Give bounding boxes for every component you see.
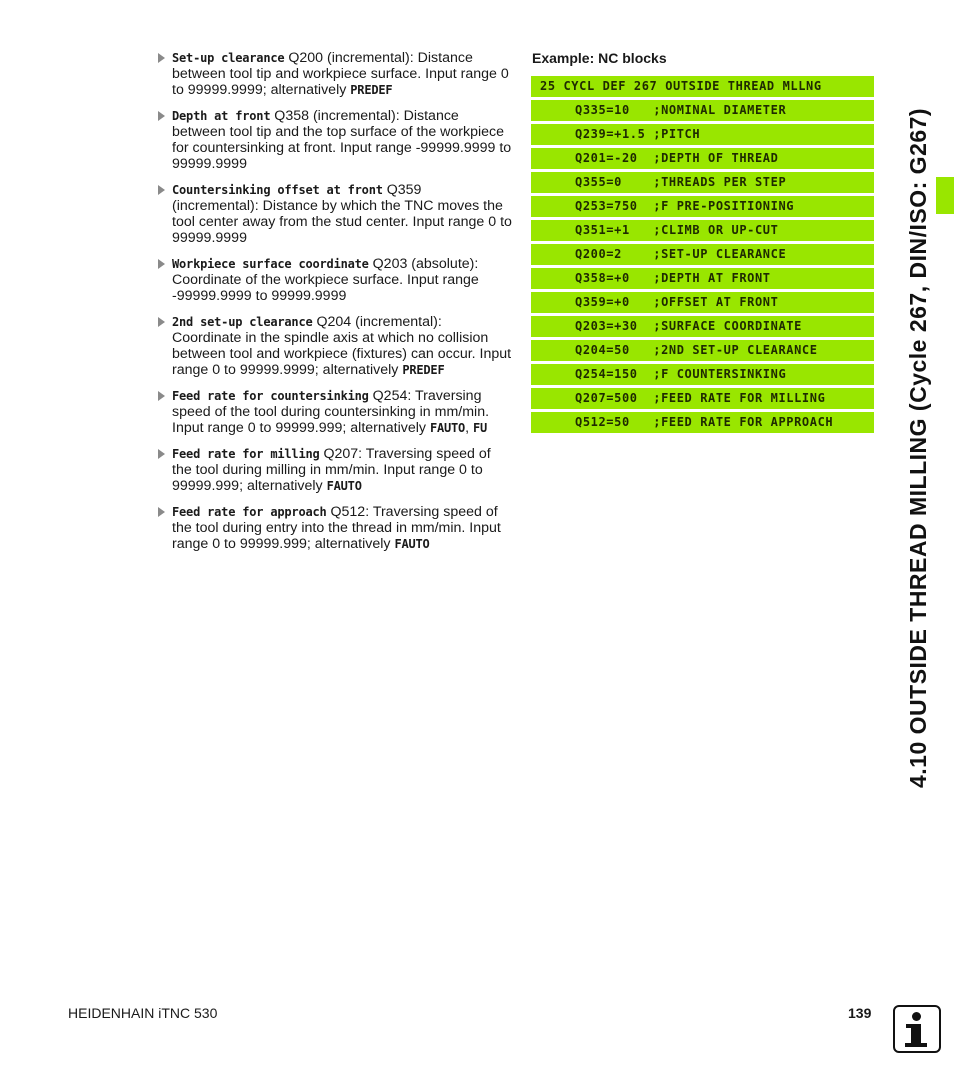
code-term: Feed rate for approach <box>172 505 327 519</box>
triangle-bullet-icon <box>158 53 165 63</box>
parameter-item <box>158 446 512 494</box>
triangle-bullet-icon <box>158 317 165 327</box>
parameter-text: Q207: Traversing speed of the tool during milling in mm/min. Input range 0 to 99999.999; alternatively <box>172 446 491 494</box>
code-term: PREDEF <box>350 83 393 97</box>
parameter-text: Q254: Traversing speed of the tool during countersinking in mm/min. Input range 0 to 99999.999; alternatively <box>172 388 490 436</box>
code-term: 2nd set-up clearance <box>172 315 313 329</box>
parameter-list <box>158 50 512 562</box>
parameter-item <box>158 504 512 552</box>
nc-block-line: Q512=50 ;FEED RATE FOR APPROACH <box>531 412 874 433</box>
triangle-bullet-icon <box>158 391 165 401</box>
code-term: FU <box>472 421 488 435</box>
nc-block-line: 25 CYCL DEF 267 OUTSIDE THREAD MLLNG <box>531 76 874 97</box>
code-term: Countersinking offset at front <box>172 183 383 197</box>
nc-block-line: Q207=500 ;FEED RATE FOR MILLING <box>531 388 874 409</box>
triangle-bullet-icon <box>158 111 165 121</box>
code-term: FAUTO <box>429 421 466 435</box>
parameter-item <box>158 256 512 304</box>
parameter-item <box>158 388 512 436</box>
nc-block-line: Q254=150 ;F COUNTERSINKING <box>531 364 874 385</box>
nc-block-line: Q203=+30 ;SURFACE COORDINATE <box>531 316 874 337</box>
nc-block-line: Q201=-20 ;DEPTH OF THREAD <box>531 148 874 169</box>
parameter-text: Q358 (incremental): Distance between tool tip and the top surface of the workpiece for countersinking at front. Input range -99999.9999 to 99999.9999 <box>172 108 512 172</box>
code-term: PREDEF <box>402 363 445 377</box>
parameter-text: , <box>465 420 473 436</box>
triangle-bullet-icon <box>158 507 165 517</box>
code-term: FAUTO <box>326 479 362 493</box>
parameter-item <box>158 50 512 98</box>
nc-block-line: Q351=+1 ;CLIMB OR UP-CUT <box>531 220 874 241</box>
page-number: 139 <box>848 1005 872 1021</box>
manual-name: HEIDENHAIN iTNC 530 <box>68 1005 218 1021</box>
nc-example <box>531 49 874 436</box>
code-term: Set-up clearance <box>172 51 285 65</box>
chapter-side-title: 4.10 OUTSIDE THREAD MILLING (Cycle 267, DIN/ISO: G267) <box>905 107 931 788</box>
nc-block-line: Q355=0 ;THREADS PER STEP <box>531 172 874 193</box>
triangle-bullet-icon <box>158 449 165 459</box>
nc-block-line: Q239=+1.5 ;PITCH <box>531 124 874 145</box>
nc-block-line: Q253=750 ;F PRE-POSITIONING <box>531 196 874 217</box>
parameter-item <box>158 108 512 172</box>
parameter-text: Q203 (absolute): Coordinate of the workpiece surface. Input range -99999.9999 to 99999.9999 <box>172 256 479 304</box>
parameter-item <box>158 314 512 378</box>
nc-block-line: Q204=50 ;2ND SET-UP CLEARANCE <box>531 340 874 361</box>
nc-block-list <box>531 76 874 433</box>
triangle-bullet-icon <box>158 259 165 269</box>
nc-block-line: Q335=10 ;NOMINAL DIAMETER <box>531 100 874 121</box>
parameter-text: Q200 (incremental): Distance between tool tip and workpiece surface. Input range 0 to 99999.9999; alternatively <box>172 50 509 98</box>
parameter-item <box>158 182 512 246</box>
code-term: Workpiece surface coordinate <box>172 257 369 271</box>
triangle-bullet-icon <box>158 185 165 195</box>
chapter-tab-marker <box>936 177 954 214</box>
example-title: Example: NC blocks <box>532 50 667 66</box>
code-term: Depth at front <box>172 109 271 123</box>
parameter-text: Q204 (incremental): Coordinate in the spindle axis at which no collision between tool and workpiece (fixtures) can occur. Input range 0 to 99999.9999; alternatively <box>172 314 512 378</box>
code-term: FAUTO <box>394 537 430 551</box>
parameter-text: Q512: Traversing speed of the tool during entry into the thread in mm/min. Input range 0 to 99999.999; alternatively <box>172 504 501 552</box>
nc-block-line: Q200=2 ;SET-UP CLEARANCE <box>531 244 874 265</box>
code-term: Feed rate for countersinking <box>172 389 369 403</box>
code-term: Feed rate for milling <box>172 447 320 461</box>
nc-block-line: Q358=+0 ;DEPTH AT FRONT <box>531 268 874 289</box>
info-icon <box>893 1005 941 1053</box>
parameter-text: Q359 (incremental): Distance by which the TNC moves the tool center away from the stud center. Input range 0 to 99999.9999 <box>172 182 512 246</box>
nc-block-line: Q359=+0 ;OFFSET AT FRONT <box>531 292 874 313</box>
